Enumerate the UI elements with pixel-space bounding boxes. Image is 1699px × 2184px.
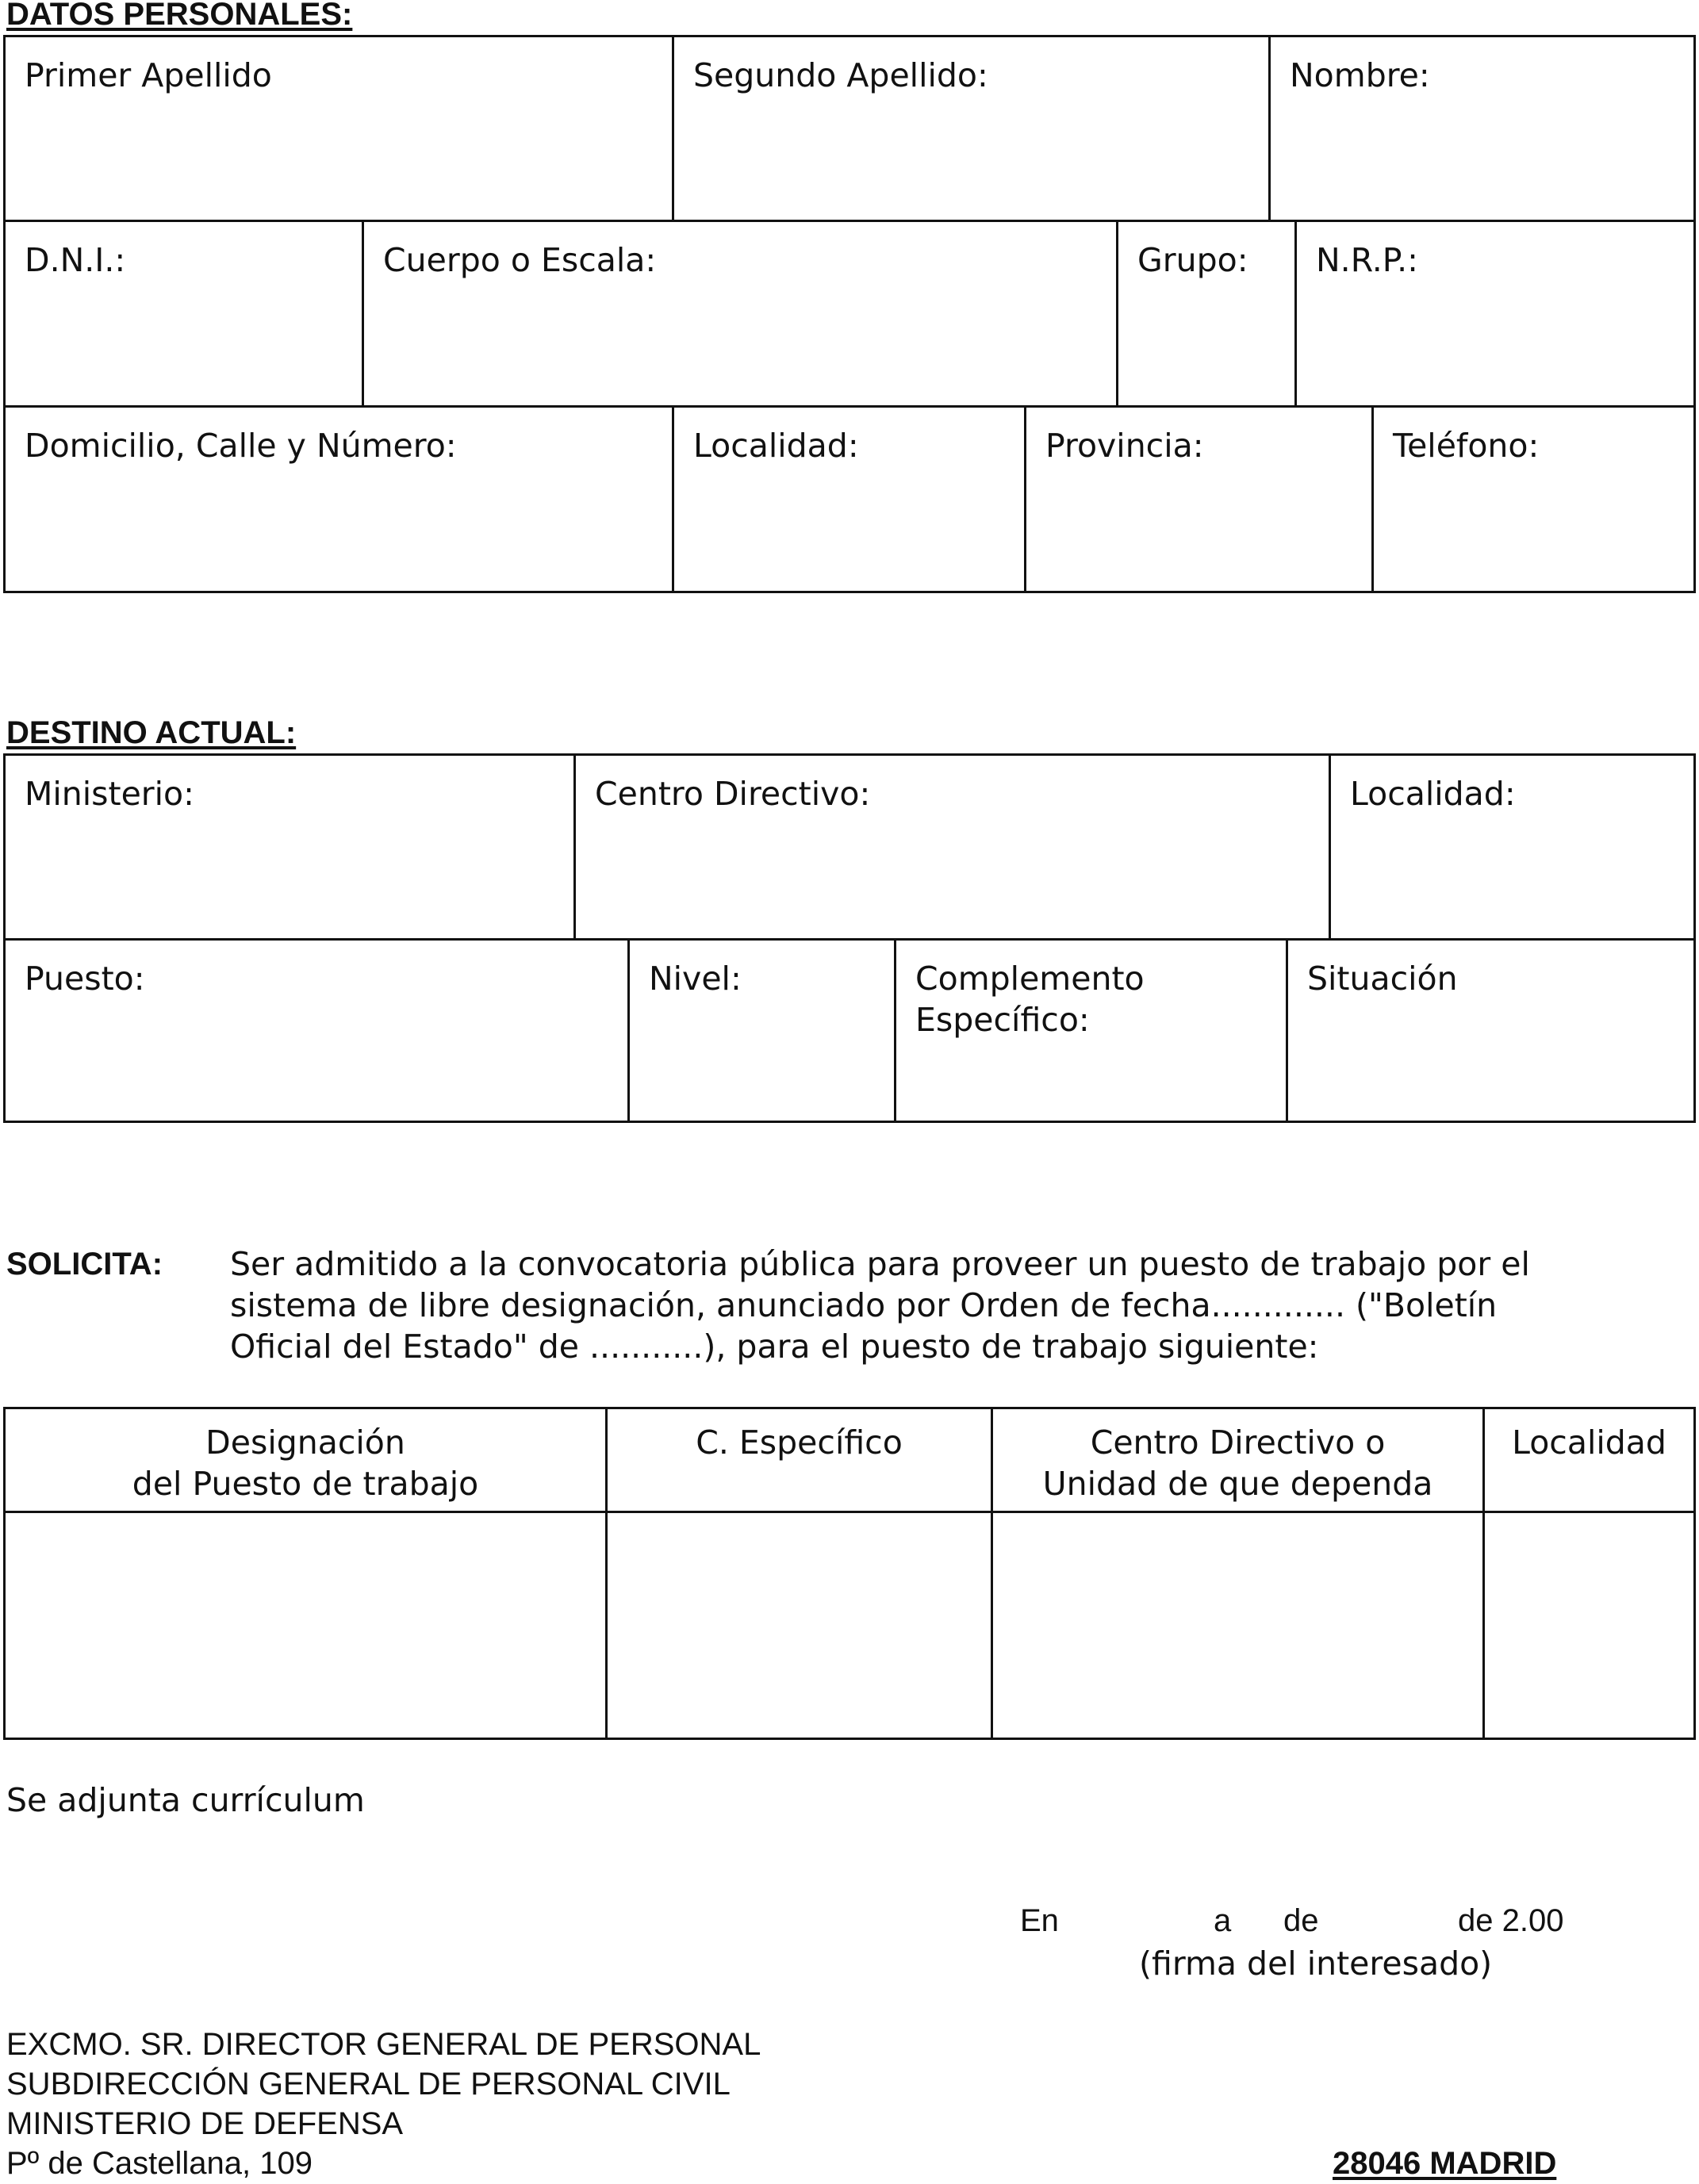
field-nrp[interactable] (1297, 222, 1693, 405)
field-nombre[interactable] (1271, 37, 1693, 220)
label-puesto: Puesto: (25, 960, 145, 998)
address-line-2: SUBDIRECCIÓN GENERAL DE PERSONAL CIVIL (6, 2067, 731, 2102)
label-ministerio: Ministerio: (25, 775, 194, 813)
solicita-line-3: Oficial del Estado" de ...........), para el puesto de trabajo siguiente: (230, 1328, 1319, 1366)
header-designacion-line2: del Puesto de trabajo (132, 1465, 479, 1503)
field-localidad-destino[interactable] (1331, 756, 1693, 938)
firma-caption: (firma del interesado) (1139, 1945, 1493, 1983)
field-domicilio[interactable] (6, 408, 672, 591)
input-localidad[interactable] (1485, 1513, 1693, 1738)
field-provincia[interactable] (1026, 408, 1371, 591)
label-primer-apellido: Primer Apellido (25, 56, 272, 94)
field-centro-directivo[interactable] (576, 756, 1329, 938)
address-postal: 28046 MADRID (1333, 2146, 1557, 2181)
field-situacion[interactable] (1288, 941, 1693, 1121)
header-localidad (1485, 1404, 1693, 1506)
label-cuerpo-escala: Cuerpo o Escala: (383, 241, 657, 279)
address-line-3: MINISTERIO DE DEFENSA (6, 2106, 404, 2141)
header-designacion-line1: Designación (205, 1423, 405, 1462)
destino-actual-table (3, 753, 1696, 1123)
header-designacion (6, 1404, 605, 1506)
header-c-especifico (608, 1404, 991, 1506)
solicita-line-2: sistema de libre designación, anunciado por Orden de fecha............. ("Boletín (230, 1286, 1498, 1324)
field-telefono[interactable] (1374, 408, 1693, 591)
label-grupo: Grupo: (1137, 241, 1248, 279)
label-telefono: Teléfono: (1393, 427, 1540, 465)
firma-a: a (1214, 1903, 1232, 1938)
label-provincia: Provincia: (1045, 427, 1204, 465)
puesto-solicitado-table (3, 1407, 1696, 1740)
header-centro-directivo-line1: Centro Directivo o (1090, 1423, 1386, 1462)
label-centro-directivo: Centro Directivo: (595, 775, 871, 813)
label-nombre: Nombre: (1290, 56, 1430, 94)
header-localidad-line1: Localidad (1512, 1423, 1666, 1462)
field-puesto[interactable] (6, 941, 627, 1121)
field-complemento-especifico[interactable] (896, 941, 1286, 1121)
adjunta-curriculum: Se adjunta currículum (6, 1781, 365, 1819)
input-c-especifico[interactable] (608, 1513, 991, 1738)
header-centro-directivo-line2: Unidad de que dependa (1042, 1465, 1433, 1503)
field-dni[interactable] (6, 222, 362, 405)
label-nivel: Nivel: (649, 960, 742, 998)
destino-actual-heading: DESTINO ACTUAL: (6, 715, 297, 750)
label-especifico: Específico: (915, 1001, 1090, 1039)
field-cuerpo-escala[interactable] (364, 222, 1116, 405)
solicita-line-1: Ser admitido a la convocatoria pública para proveer un puesto de trabajo por el (230, 1245, 1530, 1283)
label-segundo-apellido: Segundo Apellido: (693, 56, 988, 94)
field-segundo-apellido[interactable] (674, 37, 1268, 220)
input-designacion[interactable] (6, 1513, 605, 1738)
firma-de-year: de 2.00 (1458, 1903, 1564, 1938)
solicita-label: SOLICITA: (6, 1247, 163, 1282)
datos-personales-heading: DATOS PERSONALES: (6, 0, 353, 32)
firma-en: En (1020, 1903, 1059, 1938)
label-localidad-destino: Localidad: (1350, 775, 1516, 813)
label-localidad: Localidad: (693, 427, 859, 465)
label-situacion: Situación (1307, 960, 1458, 998)
header-centro-directivo (993, 1404, 1482, 1506)
address-line-4: Pº de Castellana, 109 (6, 2146, 313, 2181)
label-domicilio: Domicilio, Calle y Número: (25, 427, 457, 465)
firma-de: de (1283, 1903, 1319, 1938)
label-nrp: N.R.P.: (1316, 241, 1418, 279)
label-dni: D.N.I.: (25, 241, 126, 279)
address-line-1: EXCMO. SR. DIRECTOR GENERAL DE PERSONAL (6, 2027, 761, 2062)
field-nivel[interactable] (630, 941, 894, 1121)
label-complemento: Complemento (915, 960, 1145, 998)
field-grupo[interactable] (1118, 222, 1294, 405)
field-ministerio[interactable] (6, 756, 573, 938)
header-c-especifico-line1: C. Específico (696, 1423, 903, 1462)
datos-personales-table (3, 35, 1696, 593)
field-localidad[interactable] (674, 408, 1024, 591)
field-primer-apellido[interactable] (6, 37, 672, 220)
input-centro-directivo[interactable] (993, 1513, 1482, 1738)
